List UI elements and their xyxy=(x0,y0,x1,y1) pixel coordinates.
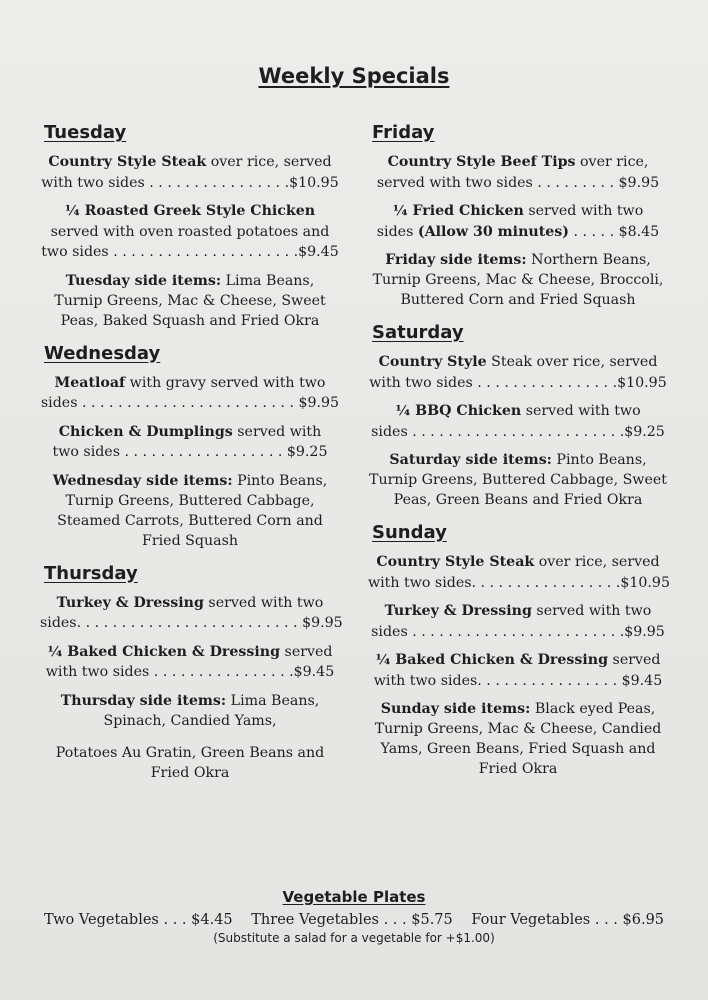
vegetable-option: Four Vegetables . . . $6.95 xyxy=(471,912,665,928)
day-heading-friday: Friday xyxy=(372,122,435,143)
menu-item: Turkey & Dressing served with two sides. . . . . . . . . . . . . . . . . . . . . . . . . $9.95 xyxy=(40,594,343,631)
side-items: Saturday side items: Pinto Beans, Turnip Greens, Buttered Cabbage, Sweet Peas, Green Beans and Fried Okra xyxy=(369,452,667,508)
menu-item: Country Style Beef Tips over rice, served with two sides . . . . . . . . . $9.95 xyxy=(376,154,660,191)
vegetable-option: Three Vegetables . . . $5.75 xyxy=(251,912,453,928)
day-heading-wednesday: Wednesday xyxy=(44,342,161,364)
day-section-friday xyxy=(368,122,668,310)
day-heading-thursday: Thursday xyxy=(44,562,138,584)
menu-item: ¼ Fried Chicken served with two sides (Allow 30 minutes) . . . . . $8.45 xyxy=(376,203,660,240)
menu-item: Country Style Steak over rice, served with two sides . . . . . . . . . . . . . . . .$10.95 xyxy=(41,154,339,191)
menu-item: ¼ Baked Chicken & Dressing served with two sides. . . . . . . . . . . . . . . . $9.45 xyxy=(373,652,663,689)
side-items: Friday side items: Northern Beans, Turnip Greens, Mac & Cheese, Broccoli, Buttered Corn and Fried Squash xyxy=(372,252,664,308)
page-title: Weekly Specials xyxy=(258,64,450,88)
menu-item: Country Style Steak over rice, served with two sides . . . . . . . . . . . . . . . .$10.95 xyxy=(369,354,667,391)
day-section-thursday xyxy=(40,562,343,783)
vegetable-plates-section xyxy=(0,888,708,946)
menu-item: ¼ BBQ Chicken served with two sides . . . . . . . . . . . . . . . . . . . . . . . .$9.25 xyxy=(371,403,665,440)
day-section-sunday xyxy=(368,522,668,779)
menu-item: Meatloaf with gravy served with two sides . . . . . . . . . . . . . . . . . . . . . . . . $9.95 xyxy=(40,374,340,411)
menu-item: ¼ Baked Chicken & Dressing served with two sides . . . . . . . . . . . . . . . .$9.45 xyxy=(45,643,335,680)
side-items: Sunday side items: Black eyed Peas, Turnip Greens, Mac & Cheese, Candied Yams, Green Beans, Fried Squash and Fried Okra xyxy=(374,701,662,777)
menu-item: ¼ Roasted Greek Style Chicken served with oven roasted potatoes and two sides . . . . . . . . . . . . . . . . . . . . .$9.45 xyxy=(41,203,339,260)
side-items: Wednesday side items: Pinto Beans, Turnip Greens, Buttered Cabbage, Steamed Carrots, Buttered Corn and Fried Squash xyxy=(52,472,328,549)
side-items: Thursday side items: Lima Beans, Spinach, Candied Yams, xyxy=(60,692,320,729)
vegetable-option: Two Vegetables . . . $4.45 xyxy=(43,912,233,928)
day-section-tuesday xyxy=(40,122,340,331)
day-heading-sunday: Sunday xyxy=(372,522,447,543)
vegetable-plates-title: Vegetable Plates xyxy=(282,888,426,906)
right-column xyxy=(368,122,668,791)
side-items-continued: Potatoes Au Gratin, Green Beans and Fried Okra xyxy=(55,744,325,781)
menu-item: Chicken & Dumplings served with two sides . . . . . . . . . . . . . . . . . . $9.25 xyxy=(52,423,328,460)
day-section-wednesday xyxy=(40,343,340,551)
menu-item: Country Style Steak over rice, served with two sides. . . . . . . . . . . . . . . . .$10.95 xyxy=(368,554,670,591)
left-column xyxy=(40,122,343,795)
day-heading-tuesday: Tuesday xyxy=(44,122,127,143)
day-section-saturday xyxy=(368,322,668,510)
vegetable-plates-options xyxy=(0,910,708,930)
menu-item: Turkey & Dressing served with two sides . . . . . . . . . . . . . . . . . . . . . . . .$9.95 xyxy=(371,603,665,640)
side-items: Tuesday side items: Lima Beans, Turnip Greens, Mac & Cheese, Sweet Peas, Baked Squash and Fried Okra xyxy=(54,272,326,329)
salad-substitution-note: (Substitute a salad for a vegetable for +$1.00) xyxy=(213,931,495,945)
day-heading-saturday: Saturday xyxy=(372,322,464,343)
